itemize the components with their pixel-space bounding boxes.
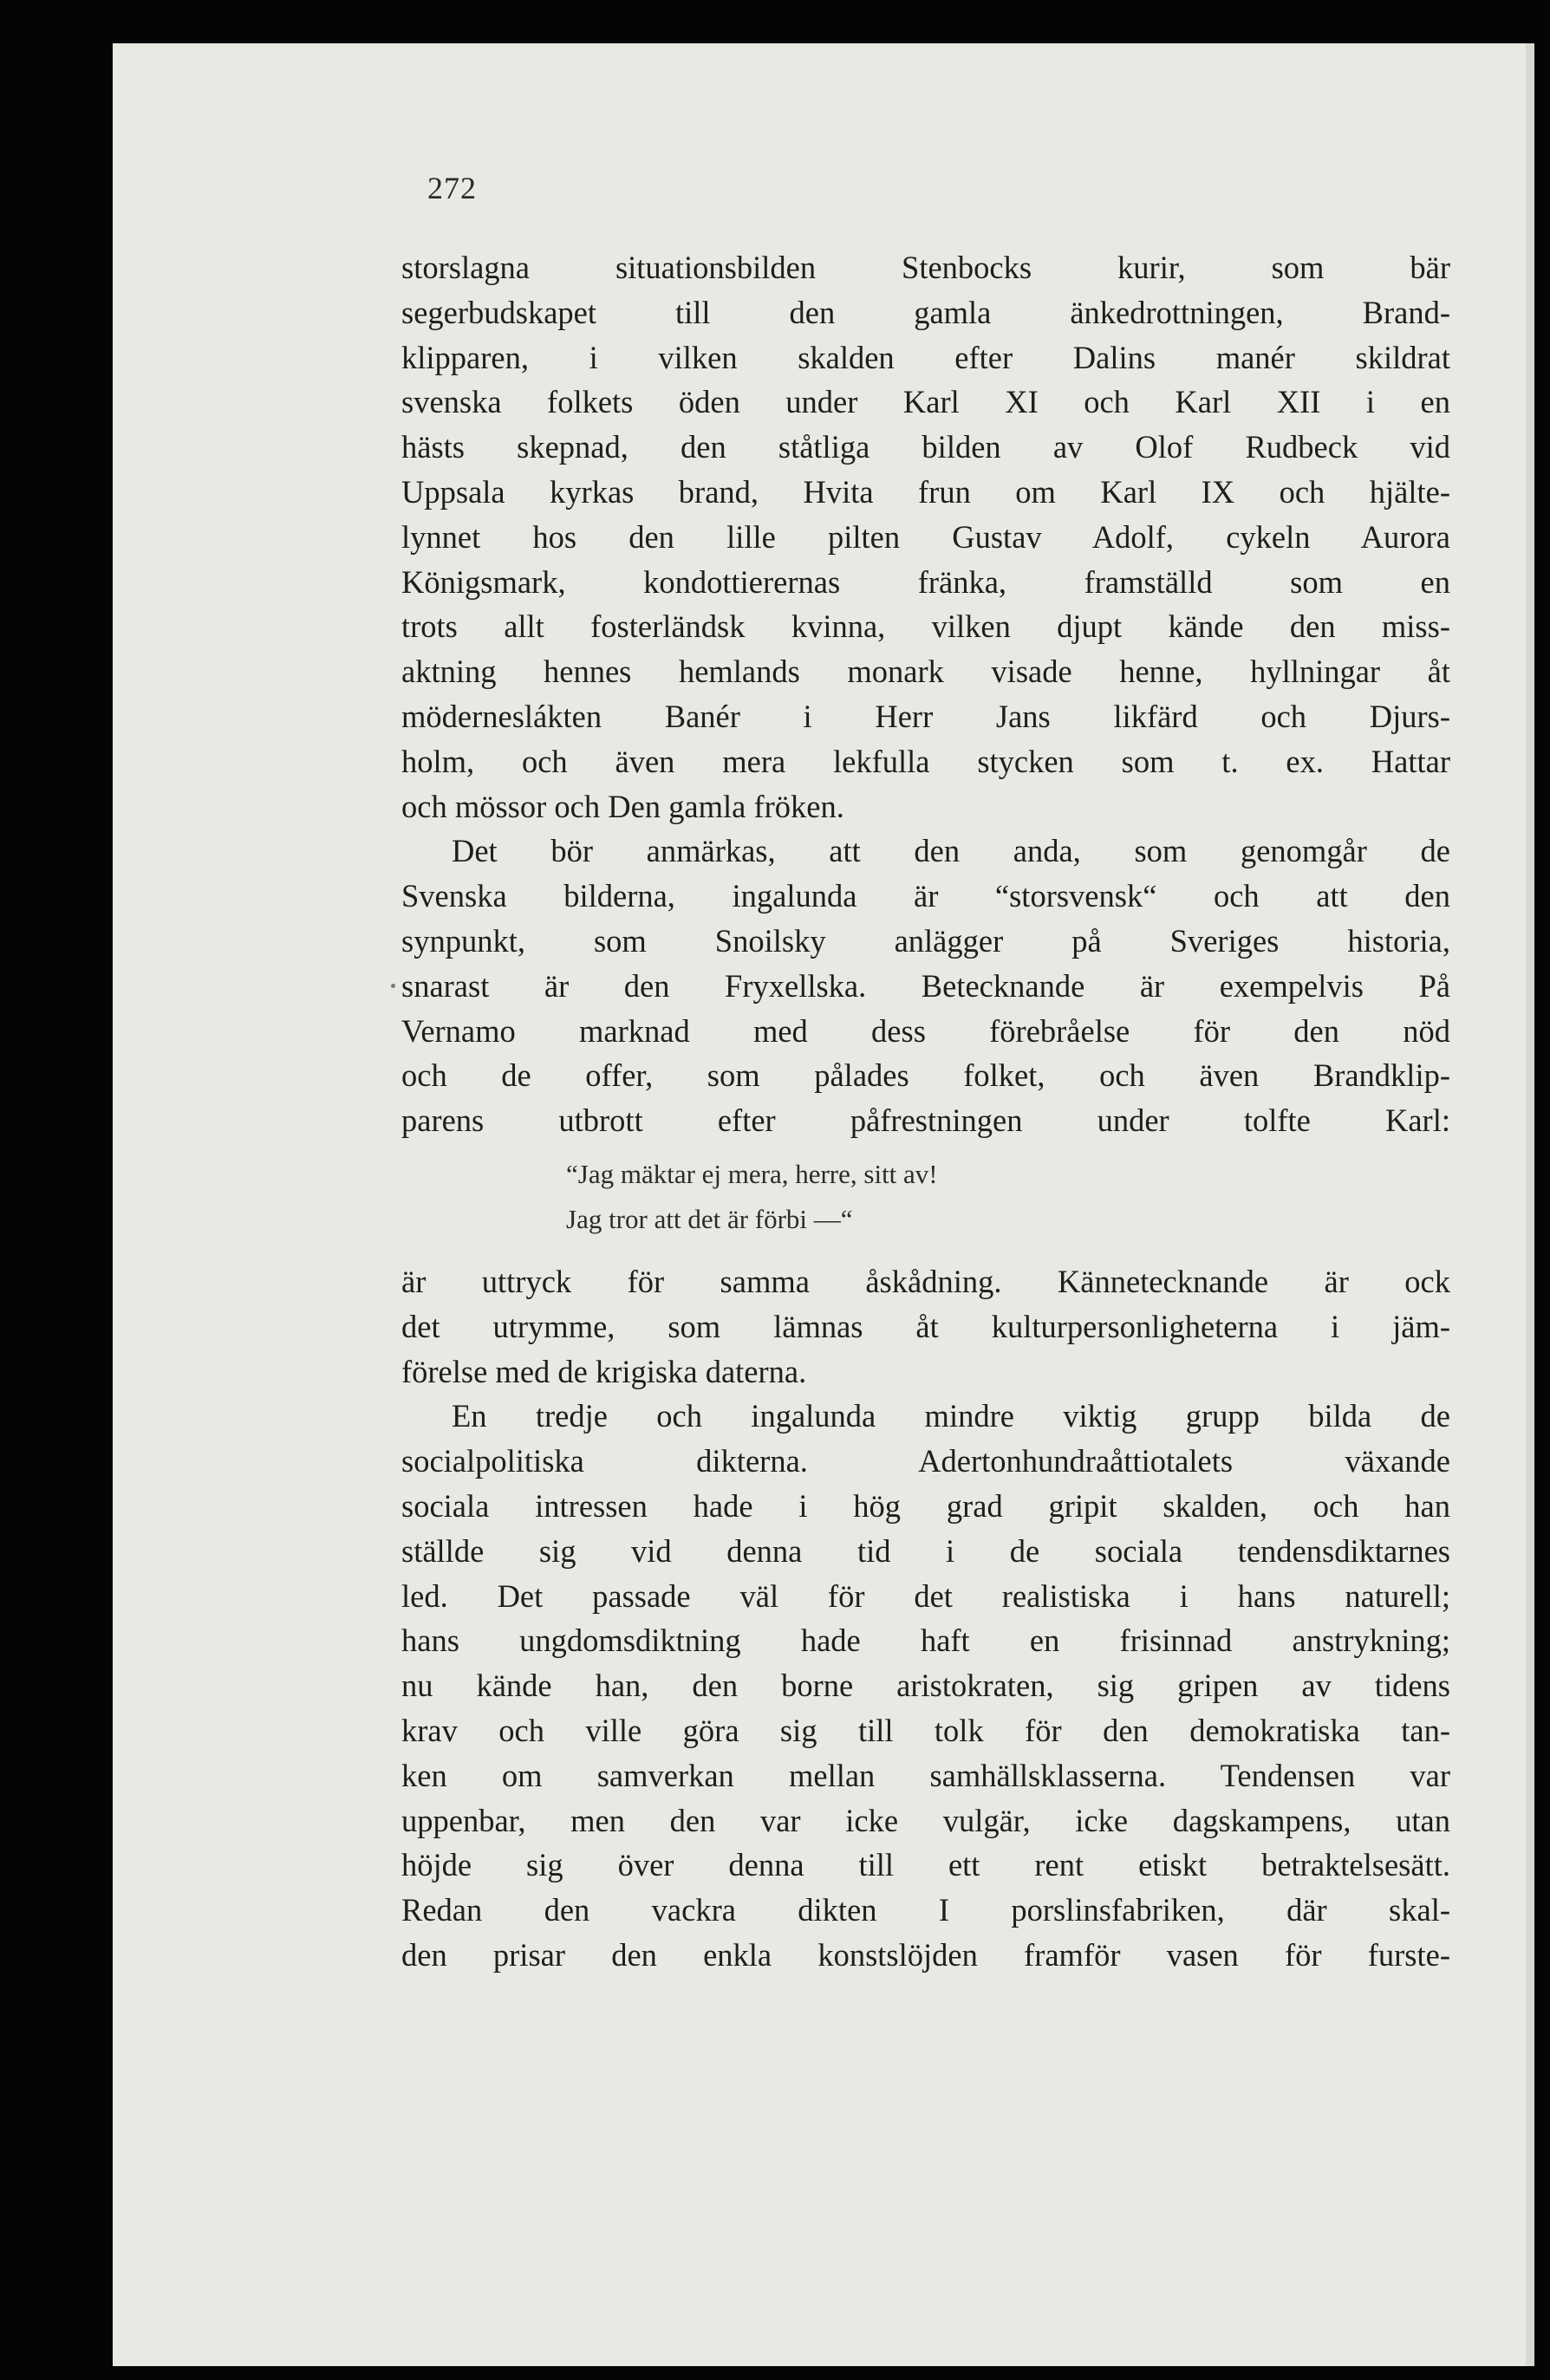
text-line: hästs skepnad, den ståtliga bilden av Olof Rudbeck vid xyxy=(401,429,1450,465)
text-line: Uppsala kyrkas brand, Hvita frun om Karl IX och hjälte- xyxy=(401,473,1450,510)
text-line: lynnet hos den lille pilten Gustav Adolf, cykeln Aurora xyxy=(401,518,1450,555)
text-line: snarast är den Fryxellska. Betecknande är exempelvis På xyxy=(401,967,1450,1004)
text-line: storslagna situationsbilden Stenbocks kurir, som bär xyxy=(401,250,1450,285)
text-line: möderneslákten Banér i Herr Jans likfärd och Djurs- xyxy=(401,698,1450,734)
text-line: ställde sig vid denna tid i de sociala tendensdiktarnes xyxy=(401,1532,1450,1569)
text-line: krav och ville göra sig till tolk för den demokratiska tan- xyxy=(401,1712,1450,1748)
text-line: parens utbrott efter påfrestningen under tolfte Karl: xyxy=(401,1102,1450,1139)
text-line: segerbudskapet till den gamla änkedrottningen, Brand- xyxy=(401,294,1450,330)
text-line: Det bör anmärkas, att den anda, som genomgår de xyxy=(452,833,1450,869)
text-line: sociala intressen hade i hög grad gripit skalden, och han xyxy=(401,1487,1450,1524)
text-line: och de offer, som pålades folket, och även Brandklip- xyxy=(401,1057,1450,1094)
body-text xyxy=(401,245,1450,1978)
text-line: En tredje och ingalunda mindre viktig grupp bilda de xyxy=(452,1398,1450,1434)
text-line: aktning hennes hemlands monark visade henne, hyllningar åt xyxy=(401,654,1450,690)
text-line: Königsmark, kondottierernas fränka, framställd som en xyxy=(401,563,1450,600)
text-line: socialpolitiska dikterna. Adertonhundraåttiotalets växande xyxy=(401,1443,1450,1479)
text-line: Redan den vackra dikten I porslinsfabriken, där skal- xyxy=(401,1892,1450,1928)
text-line: ken om samverkan mellan samhällsklasserna. Tendensen var xyxy=(401,1757,1450,1793)
text-line: hans ungdomsdiktning hade haft en frisinnad anstrykning; xyxy=(401,1622,1450,1659)
text-line: är uttryck för samma åskådning. Kännetecknande är ock xyxy=(401,1263,1450,1299)
text-line: holm, och även mera lekfulla stycken som t. ex. Hattar xyxy=(401,743,1450,779)
text-line: den prisar den enkla konstslöjden framför vasen för furste- xyxy=(401,1936,1450,1973)
quote-line: “Jag mäktar ej mera, herre, sitt av! xyxy=(566,1158,938,1189)
text-line: Vernamo marknad med dess förebråelse för den nöd xyxy=(401,1012,1450,1049)
text-line: synpunkt, som Snoilsky anlägger på Sveriges historia, xyxy=(401,922,1450,959)
text-line: höjde sig över denna till ett rent etiskt betraktelsesätt. xyxy=(401,1847,1450,1883)
text-line: uppenbar, men den var icke vulgär, icke dagskampens, utan xyxy=(401,1802,1450,1838)
text-line: nu kände han, den borne aristokraten, sig gripen av tidens xyxy=(401,1668,1450,1704)
page-number: 272 xyxy=(427,171,477,205)
text-line: svenska folkets öden under Karl XI och Karl XII i en xyxy=(401,384,1450,420)
text-line: förelse med de krigiska daterna. xyxy=(401,1353,807,1389)
text-line: klipparen, i vilken skalden efter Dalins manér skildrat xyxy=(401,339,1450,375)
quote-line: Jag tror att det är förbi —“ xyxy=(566,1203,853,1234)
text-line: trots allt fosterländsk kvinna, vilken djupt kände den miss- xyxy=(401,608,1450,645)
text-line: och mössor och Den gamla fröken. xyxy=(401,788,844,824)
text-line: det utrymme, som lämnas åt kulturpersonligheterna i jäm- xyxy=(401,1308,1450,1344)
text-line: led. Det passade väl för det realistiska i hans naturell; xyxy=(401,1577,1450,1614)
text-line: Svenska bilderna, ingalunda är “storsvensk“ och att den xyxy=(401,878,1450,914)
margin-dot xyxy=(391,984,395,988)
